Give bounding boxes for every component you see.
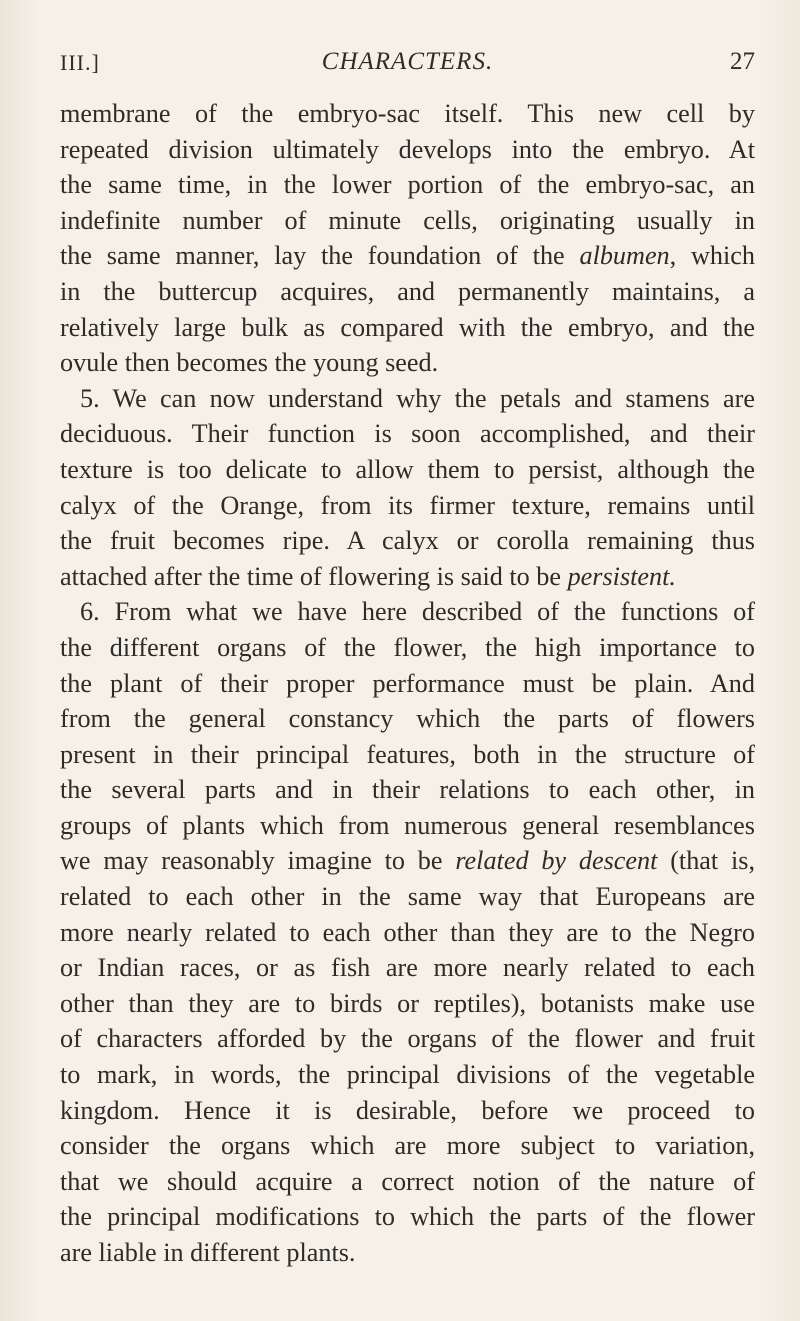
text-line: are liable in different plants. <box>60 1238 356 1267</box>
text-line: related to each other in the same way that Europeans are <box>60 882 755 912</box>
text-line <box>60 559 755 595</box>
text-line: indefinite number of minute cells, originating usually in <box>60 205 755 235</box>
text-line: texture is too delicate to allow them to persist, although the <box>60 454 755 484</box>
text-line: kingdom. Hence it is desirable, before we proceed to <box>60 1095 755 1125</box>
page-number: 27 <box>730 48 755 75</box>
text-line <box>60 238 755 274</box>
text-line: 5. We can now understand why the petals and stamens are <box>80 383 755 413</box>
text-line: relatively large bulk as compared with the embryo, and the <box>60 312 755 342</box>
running-header <box>60 48 755 84</box>
text-line: present in their principal features, both in the structure of <box>60 739 755 769</box>
text-segment: (that is, <box>657 846 755 876</box>
chapter-marker: III.] <box>60 50 100 75</box>
text-line: consider the organs which are more subject to variation, <box>60 1131 755 1161</box>
text-line: in the buttercup acquires, and permanently maintains, a <box>60 276 755 306</box>
text-line: or Indian races, or as fish are more nearly related to each <box>60 953 755 983</box>
text-line <box>60 843 755 879</box>
text-segment: attached after the time of flowering is said to be <box>60 561 568 591</box>
text-line: the several parts and in their relations to each other, in <box>60 775 755 805</box>
text-line: calyx of the Orange, from its firmer texture, remains until <box>60 490 755 520</box>
text-segment: the same manner, lay the foundation of the <box>60 241 580 271</box>
text-line: of characters afforded by the organs of the flower and fruit <box>60 1024 755 1054</box>
italic-term: albumen <box>579 241 670 271</box>
text-line: the different organs of the flower, the high importance to <box>60 632 755 662</box>
text-line: the same time, in the lower portion of the embryo-sac, an <box>60 170 755 200</box>
text-line: ovule then becomes the young seed. <box>60 348 439 378</box>
text-line: the plant of their proper performance must be plain. And <box>60 668 755 698</box>
text-line: groups of plants which from numerous general resemblances <box>60 810 755 840</box>
text-line: the principal modifications to which the parts of the flower <box>60 1202 755 1232</box>
text-line: the fruit becomes ripe. A calyx or corolla remaining thus <box>60 526 755 556</box>
text-segment: , which <box>669 241 756 271</box>
text-segment: we may reasonably imagine to be <box>60 846 456 876</box>
text-line: 6. From what we have here described of the functions of <box>80 597 755 627</box>
text-line: more nearly related to each other than they are to the Negro <box>60 917 755 947</box>
italic-term: persistent. <box>567 561 676 591</box>
text-line: that we should acquire a correct notion of the nature of <box>60 1166 755 1196</box>
text-line: deciduous. Their function is soon accomplished, and their <box>60 419 755 449</box>
italic-term: related by descent <box>455 846 658 876</box>
text-line: other than they are to birds or reptiles), botanists make use <box>60 988 755 1018</box>
body-text <box>60 96 755 1271</box>
text-line: to mark, in words, the principal divisions of the vegetable <box>60 1060 755 1090</box>
text-line: membrane of the embryo-sac itself. This new cell by <box>60 99 755 128</box>
text-line: from the general constancy which the parts of flowers <box>60 704 755 734</box>
text-line: repeated division ultimately develops into the embryo. At <box>60 134 755 164</box>
running-title: CHARACTERS. <box>321 48 494 75</box>
